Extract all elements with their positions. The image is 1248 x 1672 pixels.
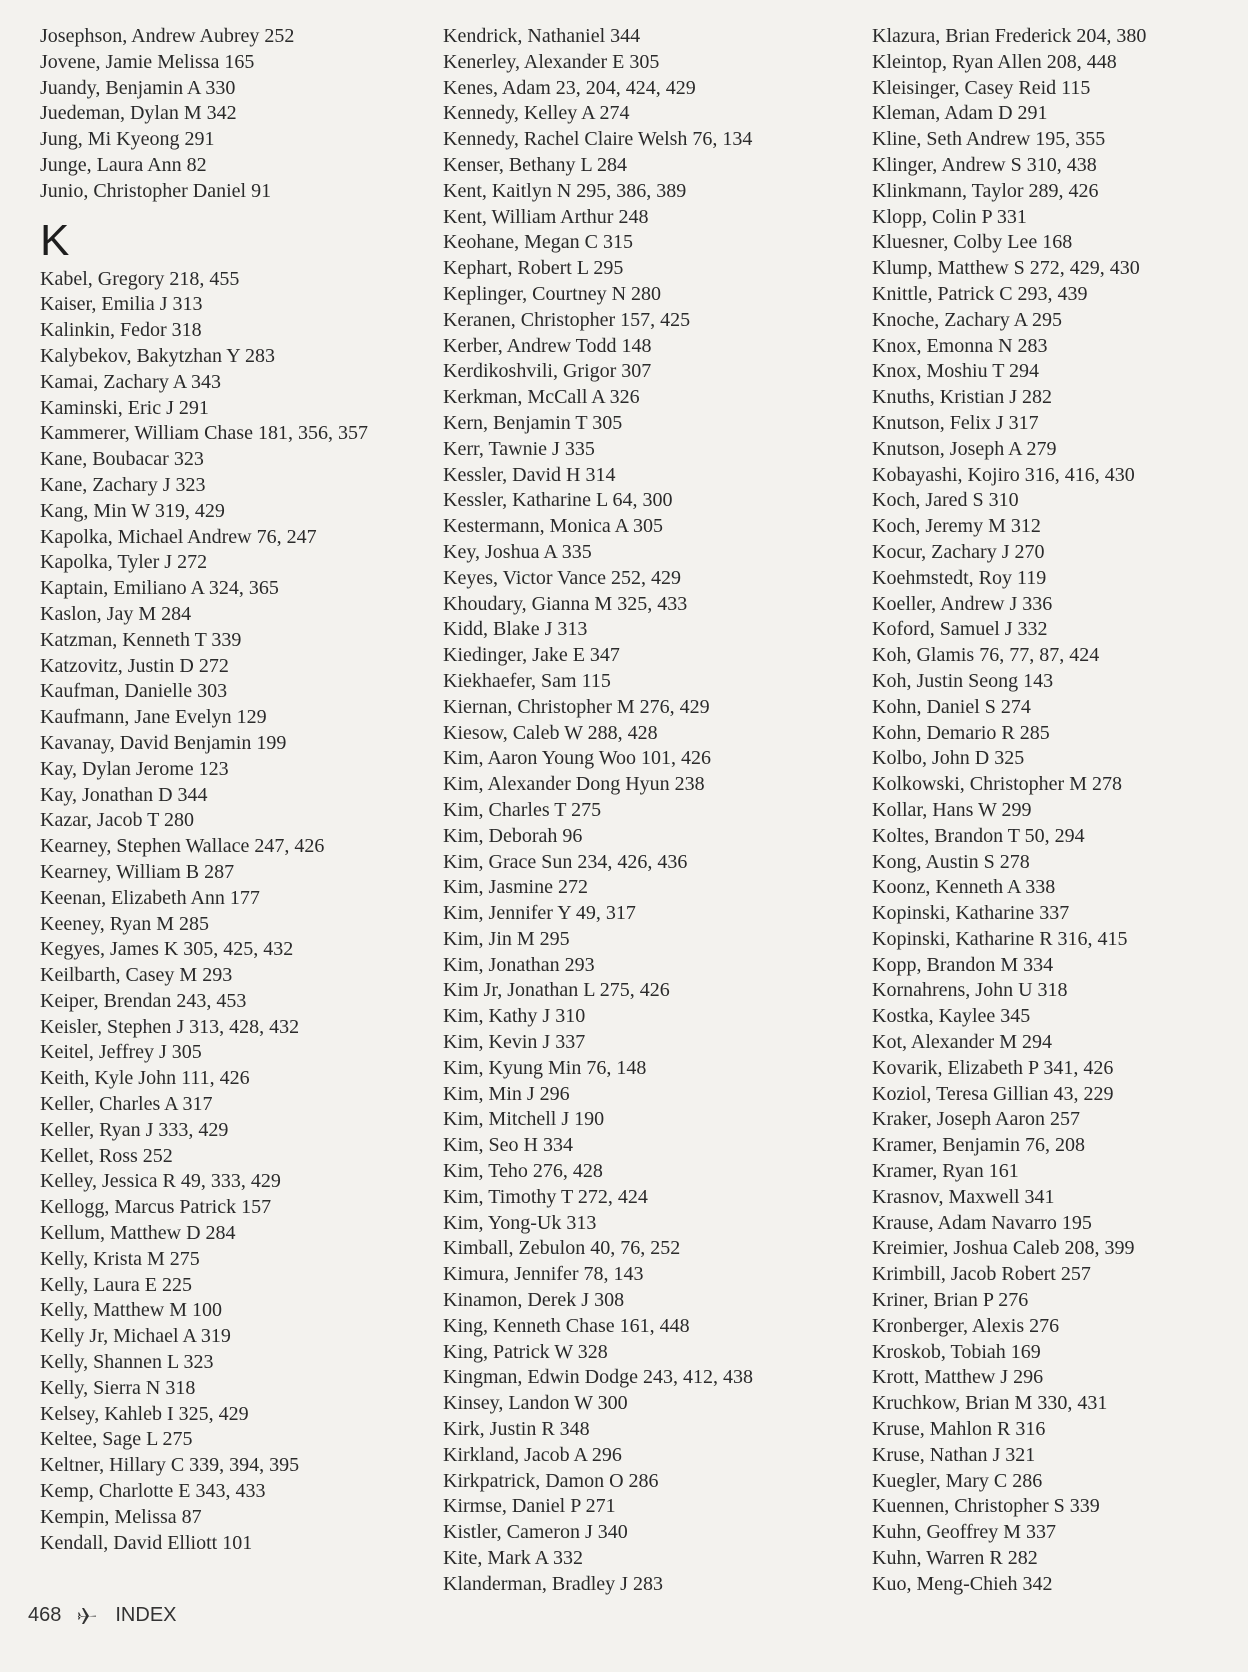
index-entry: Kim, Jin M 295 xyxy=(443,927,570,950)
index-entry: Koh, Glamis 76, 77, 87, 424 xyxy=(872,644,1100,667)
index-entry: Koch, Jeremy M 312 xyxy=(872,515,1041,538)
index-entry: Kim, Jennifer Y 49, 317 xyxy=(443,902,636,925)
index-entry: Kelsey, Kahleb I 325, 429 xyxy=(40,1402,249,1425)
index-entry: Koziol, Teresa Gillian 43, 229 xyxy=(872,1082,1114,1105)
index-entry: Khoudary, Gianna M 325, 433 xyxy=(443,592,688,615)
index-entry: Kabel, Gregory 218, 455 xyxy=(40,267,240,290)
index-entry: Kessler, David H 314 xyxy=(443,463,616,486)
index-entry: Kelly, Laura E 225 xyxy=(40,1273,192,1296)
index-entry: Kuo, Meng-Chieh 342 xyxy=(872,1572,1053,1595)
index-entry: Kuennen, Christopher S 339 xyxy=(872,1495,1100,1518)
index-entry: Kaminski, Eric J 291 xyxy=(40,396,209,419)
index-entry: Knittle, Patrick C 293, 439 xyxy=(872,282,1088,305)
index-entry: Kellet, Ross 252 xyxy=(40,1144,173,1167)
index-entry: Kent, William Arthur 248 xyxy=(443,205,649,228)
index-entry: Kramer, Benjamin 76, 208 xyxy=(872,1134,1086,1157)
index-entry: Klopp, Colin P 331 xyxy=(872,205,1027,228)
index-entry: Kingman, Edwin Dodge 243, 412, 438 xyxy=(443,1366,753,1389)
index-entry: Kraker, Joseph Aaron 257 xyxy=(872,1108,1081,1131)
index-entry: Kellogg, Marcus Patrick 157 xyxy=(40,1196,272,1219)
index-entry: Kenser, Bethany L 284 xyxy=(443,153,627,176)
index-entry: Knuths, Kristian J 282 xyxy=(872,386,1052,409)
index-entry: Kornahrens, John U 318 xyxy=(872,979,1068,1002)
index-entry: Kreimier, Joshua Caleb 208, 399 xyxy=(872,1237,1135,1260)
index-entry: Kiesow, Caleb W 288, 428 xyxy=(443,721,658,744)
index-column-2 xyxy=(443,24,863,1598)
index-entry: Krimbill, Jacob Robert 257 xyxy=(872,1263,1091,1286)
index-entry: Kim, Jasmine 272 xyxy=(443,876,588,899)
index-entry: Keeney, Ryan M 285 xyxy=(40,912,209,935)
index-entry: Kim, Jonathan 293 xyxy=(443,953,595,976)
index-entry: Keller, Ryan J 333, 429 xyxy=(40,1118,229,1141)
index-entry: Keisler, Stephen J 313, 428, 432 xyxy=(40,1015,300,1038)
index-entry: Kong, Austin S 278 xyxy=(872,850,1030,873)
index-entry: Keohane, Megan C 315 xyxy=(443,231,633,254)
index-entry: Kalinkin, Fedor 318 xyxy=(40,319,202,342)
page-number: 468 xyxy=(28,1604,62,1626)
index-entry: Kronberger, Alexis 276 xyxy=(872,1314,1060,1337)
index-entry: Kennedy, Kelley A 274 xyxy=(443,102,630,125)
index-entry: Kaufman, Danielle 303 xyxy=(40,680,228,703)
index-entry: Kavanay, David Benjamin 199 xyxy=(40,731,287,754)
index-entry: King, Kenneth Chase 161, 448 xyxy=(443,1314,690,1337)
index-entry: Kramer, Ryan 161 xyxy=(872,1160,1019,1183)
index-entry: Kapolka, Michael Andrew 76, 247 xyxy=(40,525,317,548)
index-entry: Kistler, Cameron J 340 xyxy=(443,1521,628,1544)
index-entry: Kim, Mitchell J 190 xyxy=(443,1108,605,1131)
index-entry: Kaiser, Emilia J 313 xyxy=(40,293,203,316)
index-entry: Kriner, Brian P 276 xyxy=(872,1289,1029,1312)
index-entry: Knox, Moshiu T 294 xyxy=(872,360,1040,383)
index-entry: Kirmse, Daniel P 271 xyxy=(443,1495,616,1518)
index-entry: Keith, Kyle John 111, 426 xyxy=(40,1067,250,1090)
index-entry: Kelly, Sierra N 318 xyxy=(40,1376,196,1399)
index-entry: Koch, Jared S 310 xyxy=(872,489,1019,512)
index-entry: Kegyes, James K 305, 425, 432 xyxy=(40,938,294,961)
index-entry: Kelly, Matthew M 100 xyxy=(40,1299,223,1322)
index-entry: Kim, Timothy T 272, 424 xyxy=(443,1185,648,1208)
index-entry: Knoche, Zachary A 295 xyxy=(872,308,1062,331)
index-entry: Keranen, Christopher 157, 425 xyxy=(443,308,691,331)
index-entry: Kim, Kathy J 310 xyxy=(443,1005,586,1028)
index-entry: Kinsey, Landon W 300 xyxy=(443,1392,628,1415)
index-entry: Kim, Deborah 96 xyxy=(443,824,583,847)
index-entry: Kim, Grace Sun 234, 426, 436 xyxy=(443,850,688,873)
index-entry: Koltes, Brandon T 50, 294 xyxy=(872,824,1085,847)
index-entry: Kobayashi, Kojiro 316, 416, 430 xyxy=(872,463,1135,486)
index-entry: Kim, Yong-Uk 313 xyxy=(443,1211,597,1234)
index-entry: Krasnov, Maxwell 341 xyxy=(872,1185,1055,1208)
index-entry: Kuhn, Geoffrey M 337 xyxy=(872,1521,1057,1544)
index-entry: Kovarik, Elizabeth P 341, 426 xyxy=(872,1056,1114,1079)
index-entry: Koh, Justin Seong 143 xyxy=(872,669,1054,692)
index-entry: Koeller, Andrew J 336 xyxy=(872,592,1053,615)
index-entry: Klanderman, Bradley J 283 xyxy=(443,1572,663,1595)
index-entry: Kimball, Zebulon 40, 76, 252 xyxy=(443,1237,681,1260)
index-entry: Junge, Laura Ann 82 xyxy=(40,153,207,176)
index-entry: Kopinski, Katharine 337 xyxy=(872,902,1070,925)
index-entry: Kluesner, Colby Lee 168 xyxy=(872,231,1073,254)
index-entry: Klazura, Brian Frederick 204, 380 xyxy=(872,25,1147,47)
index-entry: Kerkman, McCall A 326 xyxy=(443,386,640,409)
index-entry: Katzovitz, Justin D 272 xyxy=(40,654,229,677)
index-entry: Kaslon, Jay M 284 xyxy=(40,602,192,625)
index-entry: Kiedinger, Jake E 347 xyxy=(443,644,620,667)
index-entry: Kohn, Daniel S 274 xyxy=(872,695,1031,718)
index-entry: Kim, Kevin J 337 xyxy=(443,1031,586,1054)
index-entry: Kerr, Tawnie J 335 xyxy=(443,437,595,460)
index-entry: Kimura, Jennifer 78, 143 xyxy=(443,1263,644,1286)
index-entry: Kirk, Justin R 348 xyxy=(443,1418,590,1441)
index-entry: Kerdikoshvili, Grigor 307 xyxy=(443,360,652,383)
index-entry: Krause, Adam Navarro 195 xyxy=(872,1211,1092,1234)
index-entry: Juedeman, Dylan M 342 xyxy=(40,102,237,125)
index-entry: Jung, Mi Kyeong 291 xyxy=(40,128,215,151)
index-entry: Kite, Mark A 332 xyxy=(443,1547,583,1570)
index-entry: Kleisinger, Casey Reid 115 xyxy=(872,76,1091,99)
index-entry: Keilbarth, Casey M 293 xyxy=(40,964,233,987)
index-entry: Kostka, Kaylee 345 xyxy=(872,1005,1031,1028)
index-entry: Kalybekov, Bakytzhan Y 283 xyxy=(40,344,275,367)
index-entry: Keltner, Hillary C 339, 394, 395 xyxy=(40,1454,300,1477)
index-entry: Kruchkow, Brian M 330, 431 xyxy=(872,1392,1108,1415)
index-entry: Kemp, Charlotte E 343, 433 xyxy=(40,1480,266,1503)
index-entry: Klinger, Andrew S 310, 438 xyxy=(872,153,1097,176)
index-entry: Katzman, Kenneth T 339 xyxy=(40,628,242,651)
index-entry: Kiernan, Christopher M 276, 429 xyxy=(443,695,710,718)
index-entry: Kolbo, John D 325 xyxy=(872,747,1025,770)
index-entry: Kellum, Matthew D 284 xyxy=(40,1222,236,1245)
index-entry: Kaufmann, Jane Evelyn 129 xyxy=(40,706,267,729)
index-entry: Kim, Kyung Min 76, 148 xyxy=(443,1056,647,1079)
index-entry: Kim, Aaron Young Woo 101, 426 xyxy=(443,747,712,770)
index-entry: Knutson, Joseph A 279 xyxy=(872,437,1057,460)
index-entry: Koford, Samuel J 332 xyxy=(872,618,1048,641)
index-entry: Key, Joshua A 335 xyxy=(443,540,592,563)
index-entry: Josephson, Andrew Aubrey 252 xyxy=(40,25,295,47)
section-letter: K xyxy=(40,215,70,265)
index-entry: Kirkland, Jacob A 296 xyxy=(443,1443,622,1466)
index-entry: Keltee, Sage L 275 xyxy=(40,1428,193,1451)
index-entry: Juandy, Benjamin A 330 xyxy=(40,76,236,99)
index-entry: Kane, Zachary J 323 xyxy=(40,473,206,496)
index-entry: Kang, Min W 319, 429 xyxy=(40,499,225,522)
airplane-icon xyxy=(77,1606,97,1626)
index-entry: Kline, Seth Andrew 195, 355 xyxy=(872,128,1106,151)
index-entry: Kenes, Adam 23, 204, 424, 429 xyxy=(443,76,696,99)
index-entry: Knutson, Felix J 317 xyxy=(872,411,1039,434)
page-footer xyxy=(28,1604,177,1627)
index-entry: Kinamon, Derek J 308 xyxy=(443,1289,625,1312)
index-entry: Kay, Dylan Jerome 123 xyxy=(40,757,229,780)
index-entry: Kelley, Jessica R 49, 333, 429 xyxy=(40,1170,281,1193)
index-entry: Kot, Alexander M 294 xyxy=(872,1031,1052,1054)
index-entry: Kollar, Hans W 299 xyxy=(872,798,1032,821)
index-entry: Kuhn, Warren R 282 xyxy=(872,1547,1038,1570)
index-entry: Kopp, Brandon M 334 xyxy=(872,953,1054,976)
index-entry: Keenan, Elizabeth Ann 177 xyxy=(40,886,260,909)
index-entry: Kerber, Andrew Todd 148 xyxy=(443,334,652,357)
index-entry: Keyes, Victor Vance 252, 429 xyxy=(443,566,682,589)
index-entry: Kleman, Adam D 291 xyxy=(872,102,1048,125)
index-entry: Krott, Matthew J 296 xyxy=(872,1366,1044,1389)
index-entry: Kruse, Nathan J 321 xyxy=(872,1443,1036,1466)
index-entry: Kane, Boubacar 323 xyxy=(40,448,204,471)
index-entry: Kempin, Melissa 87 xyxy=(40,1505,202,1528)
index-entry: Kessler, Katharine L 64, 300 xyxy=(443,489,673,512)
index-entry: Keplinger, Courtney N 280 xyxy=(443,282,662,305)
index-entry: Kolkowski, Christopher M 278 xyxy=(872,773,1122,796)
index-entry: Kuegler, Mary C 286 xyxy=(872,1469,1043,1492)
index-entry: Kearney, William B 287 xyxy=(40,860,235,883)
index-entry: Kruse, Mahlon R 316 xyxy=(872,1418,1046,1441)
index-entry: Kim, Teho 276, 428 xyxy=(443,1160,603,1183)
index-entry: Kennedy, Rachel Claire Welsh 76, 134 xyxy=(443,128,753,151)
index-entry: Kelly, Shannen L 323 xyxy=(40,1351,214,1374)
index-entry: Keiper, Brendan 243, 453 xyxy=(40,989,247,1012)
index-entry: Kendrick, Nathaniel 344 xyxy=(443,25,641,47)
index-entry: Kaptain, Emiliano A 324, 365 xyxy=(40,577,279,600)
index-entry: Keitel, Jeffrey J 305 xyxy=(40,1041,202,1064)
index-entry: Kestermann, Monica A 305 xyxy=(443,515,663,538)
index-entry: Kern, Benjamin T 305 xyxy=(443,411,623,434)
index-entry: Jovene, Jamie Melissa 165 xyxy=(40,50,255,73)
index-entry: King, Patrick W 328 xyxy=(443,1340,608,1363)
index-entry: Kim, Alexander Dong Hyun 238 xyxy=(443,773,705,796)
index-entry: Kazar, Jacob T 280 xyxy=(40,809,194,832)
index-entry: Kent, Kaitlyn N 295, 386, 389 xyxy=(443,179,687,202)
index-entry: Kleintop, Ryan Allen 208, 448 xyxy=(872,50,1117,73)
index-entry: Kim, Charles T 275 xyxy=(443,798,602,821)
index-entry: Kim, Min J 296 xyxy=(443,1082,570,1105)
index-entry: Klump, Matthew S 272, 429, 430 xyxy=(872,257,1140,280)
index-entry: Koehmstedt, Roy 119 xyxy=(872,566,1047,589)
index-entry: Junio, Christopher Daniel 91 xyxy=(40,179,272,202)
index-entry: Kay, Jonathan D 344 xyxy=(40,783,208,806)
index-entry: Kephart, Robert L 295 xyxy=(443,257,624,280)
index-entry: Keller, Charles A 317 xyxy=(40,1093,213,1116)
section-label: INDEX xyxy=(115,1604,177,1626)
index-entry: Kamai, Zachary A 343 xyxy=(40,370,222,393)
index-entry: Kiekhaefer, Sam 115 xyxy=(443,669,611,692)
index-entry: Kenerley, Alexander E 305 xyxy=(443,50,660,73)
index-entry: Kendall, David Elliott 101 xyxy=(40,1531,253,1554)
index-entry: Klinkmann, Taylor 289, 426 xyxy=(872,179,1099,202)
index-entry: Knox, Emonna N 283 xyxy=(872,334,1048,357)
index-entry: Kearney, Stephen Wallace 247, 426 xyxy=(40,835,325,858)
index-entry: Kocur, Zachary J 270 xyxy=(872,540,1045,563)
index-entry: Kelly Jr, Michael A 319 xyxy=(40,1325,231,1348)
index-entry: Kapolka, Tyler J 272 xyxy=(40,551,208,574)
index-entry: Kohn, Demario R 285 xyxy=(872,721,1050,744)
index-entry: Kopinski, Katharine R 316, 415 xyxy=(872,927,1128,950)
index-entry: Kim, Seo H 334 xyxy=(443,1134,573,1157)
index-entry: Koonz, Kenneth A 338 xyxy=(872,876,1056,899)
index-column-3 xyxy=(872,24,1242,1598)
index-entry: Kirkpatrick, Damon O 286 xyxy=(443,1469,659,1492)
index-entry: Kroskob, Tobiah 169 xyxy=(872,1340,1041,1363)
index-column-1 xyxy=(40,24,410,1556)
index-entry: Kelly, Krista M 275 xyxy=(40,1247,200,1270)
index-entry: Kidd, Blake J 313 xyxy=(443,618,588,641)
index-entry: Kim Jr, Jonathan L 275, 426 xyxy=(443,979,670,1002)
index-entry: Kammerer, William Chase 181, 356, 357 xyxy=(40,422,368,445)
